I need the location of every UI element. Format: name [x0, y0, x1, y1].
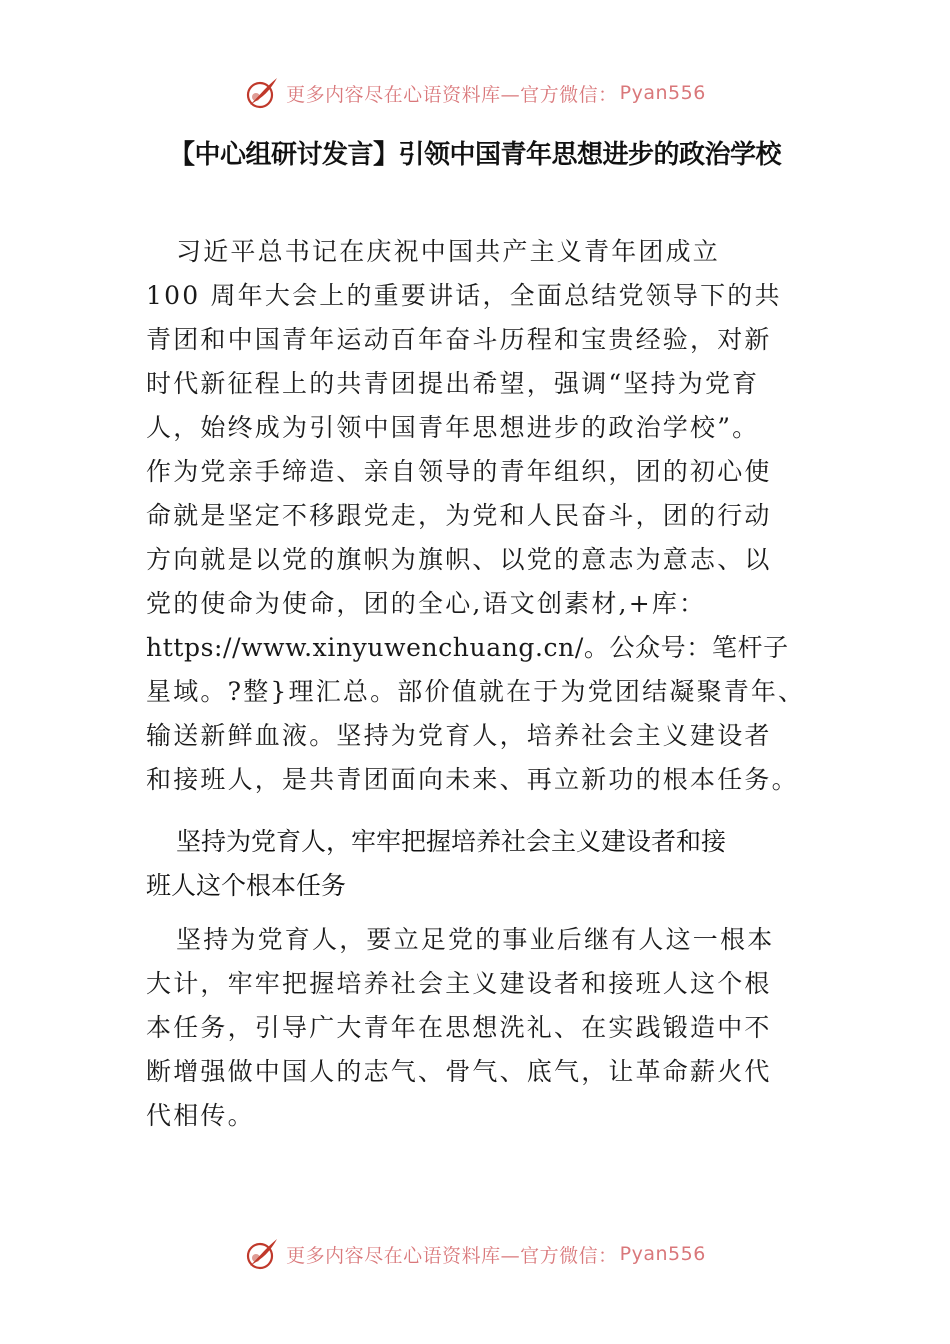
paragraph-line: 方向就是以党的旗帜为旗帜、以党的意志为意志、以: [146, 545, 772, 574]
paragraph-1: [146, 230, 806, 802]
document-title: 【中心组研讨发言】引领中国青年思想进步的政治学校: [168, 140, 781, 170]
paragraph-line: 作为党亲手缔造、亲自领导的青年组织，团的初心使: [146, 457, 772, 486]
paragraph-line: 输送新鲜血液。坚持为党育人，培养社会主义建设者: [146, 721, 772, 750]
footer-banner: [0, 1232, 950, 1276]
banner-text: 更多内容尽在心语资料库—官方微信：: [286, 1244, 618, 1267]
banner-wechat-id: Pyan556: [619, 1243, 706, 1265]
paragraph-2: [146, 918, 806, 1138]
paragraph-line: 青团和中国青年运动百年奋斗历程和宝贵经验，对新: [146, 325, 772, 354]
banner-text: 更多内容尽在心语资料库—官方微信：: [286, 83, 618, 106]
paragraph-line: https://www.xinyuwenchuang.cn/。公众号：笔杆子: [146, 633, 789, 662]
paragraph-line: 星域。?整}理汇总。部价值就在于为党团结凝聚青年、: [146, 677, 806, 706]
paragraph-line: 命就是坚定不移跟党走，为党和人民奋斗，团的行动: [146, 501, 772, 530]
paragraph-line: 100 周年大会上的重要讲话，全面总结党领导下的共: [146, 281, 782, 310]
quill-logo-icon: [244, 75, 280, 111]
paragraph-line: 习近平总书记在庆祝中国共产主义青年团成立: [176, 237, 721, 266]
paragraph-line: 代相传。: [146, 1101, 255, 1130]
paragraph-line: 坚持为党育人，要立足党的事业后继有人这一根本: [176, 925, 775, 954]
heading-line: 坚持为党育人，牢牢把握培养社会主义建设者和接: [176, 827, 727, 856]
quill-logo-icon: [244, 1236, 280, 1272]
paragraph-line: 断增强做中国人的志气、骨气、底气，让革命薪火代: [146, 1057, 772, 1086]
paragraph-line: 党的使命为使命，团的全心,语文创素材,+库：: [146, 589, 707, 618]
paragraph-line: 人，始终成为引领中国青年思想进步的政治学校”。: [146, 413, 760, 442]
paragraph-line: 大计，牢牢把握培养社会主义建设者和接班人这个根: [146, 969, 772, 998]
section-heading: [146, 820, 826, 908]
header-banner: [0, 71, 950, 115]
paragraph-line: 和接班人，是共青团面向未来、再立新功的根本任务。: [146, 765, 799, 794]
paragraph-line: 时代新征程上的共青团提出希望，强调“坚持为党育: [146, 369, 760, 398]
banner-wechat-id: Pyan556: [619, 82, 706, 104]
heading-line: 班人这个根本任务: [146, 871, 347, 900]
paragraph-line: 本任务，引导广大青年在思想洗礼、在实践锻造中不: [146, 1013, 772, 1042]
